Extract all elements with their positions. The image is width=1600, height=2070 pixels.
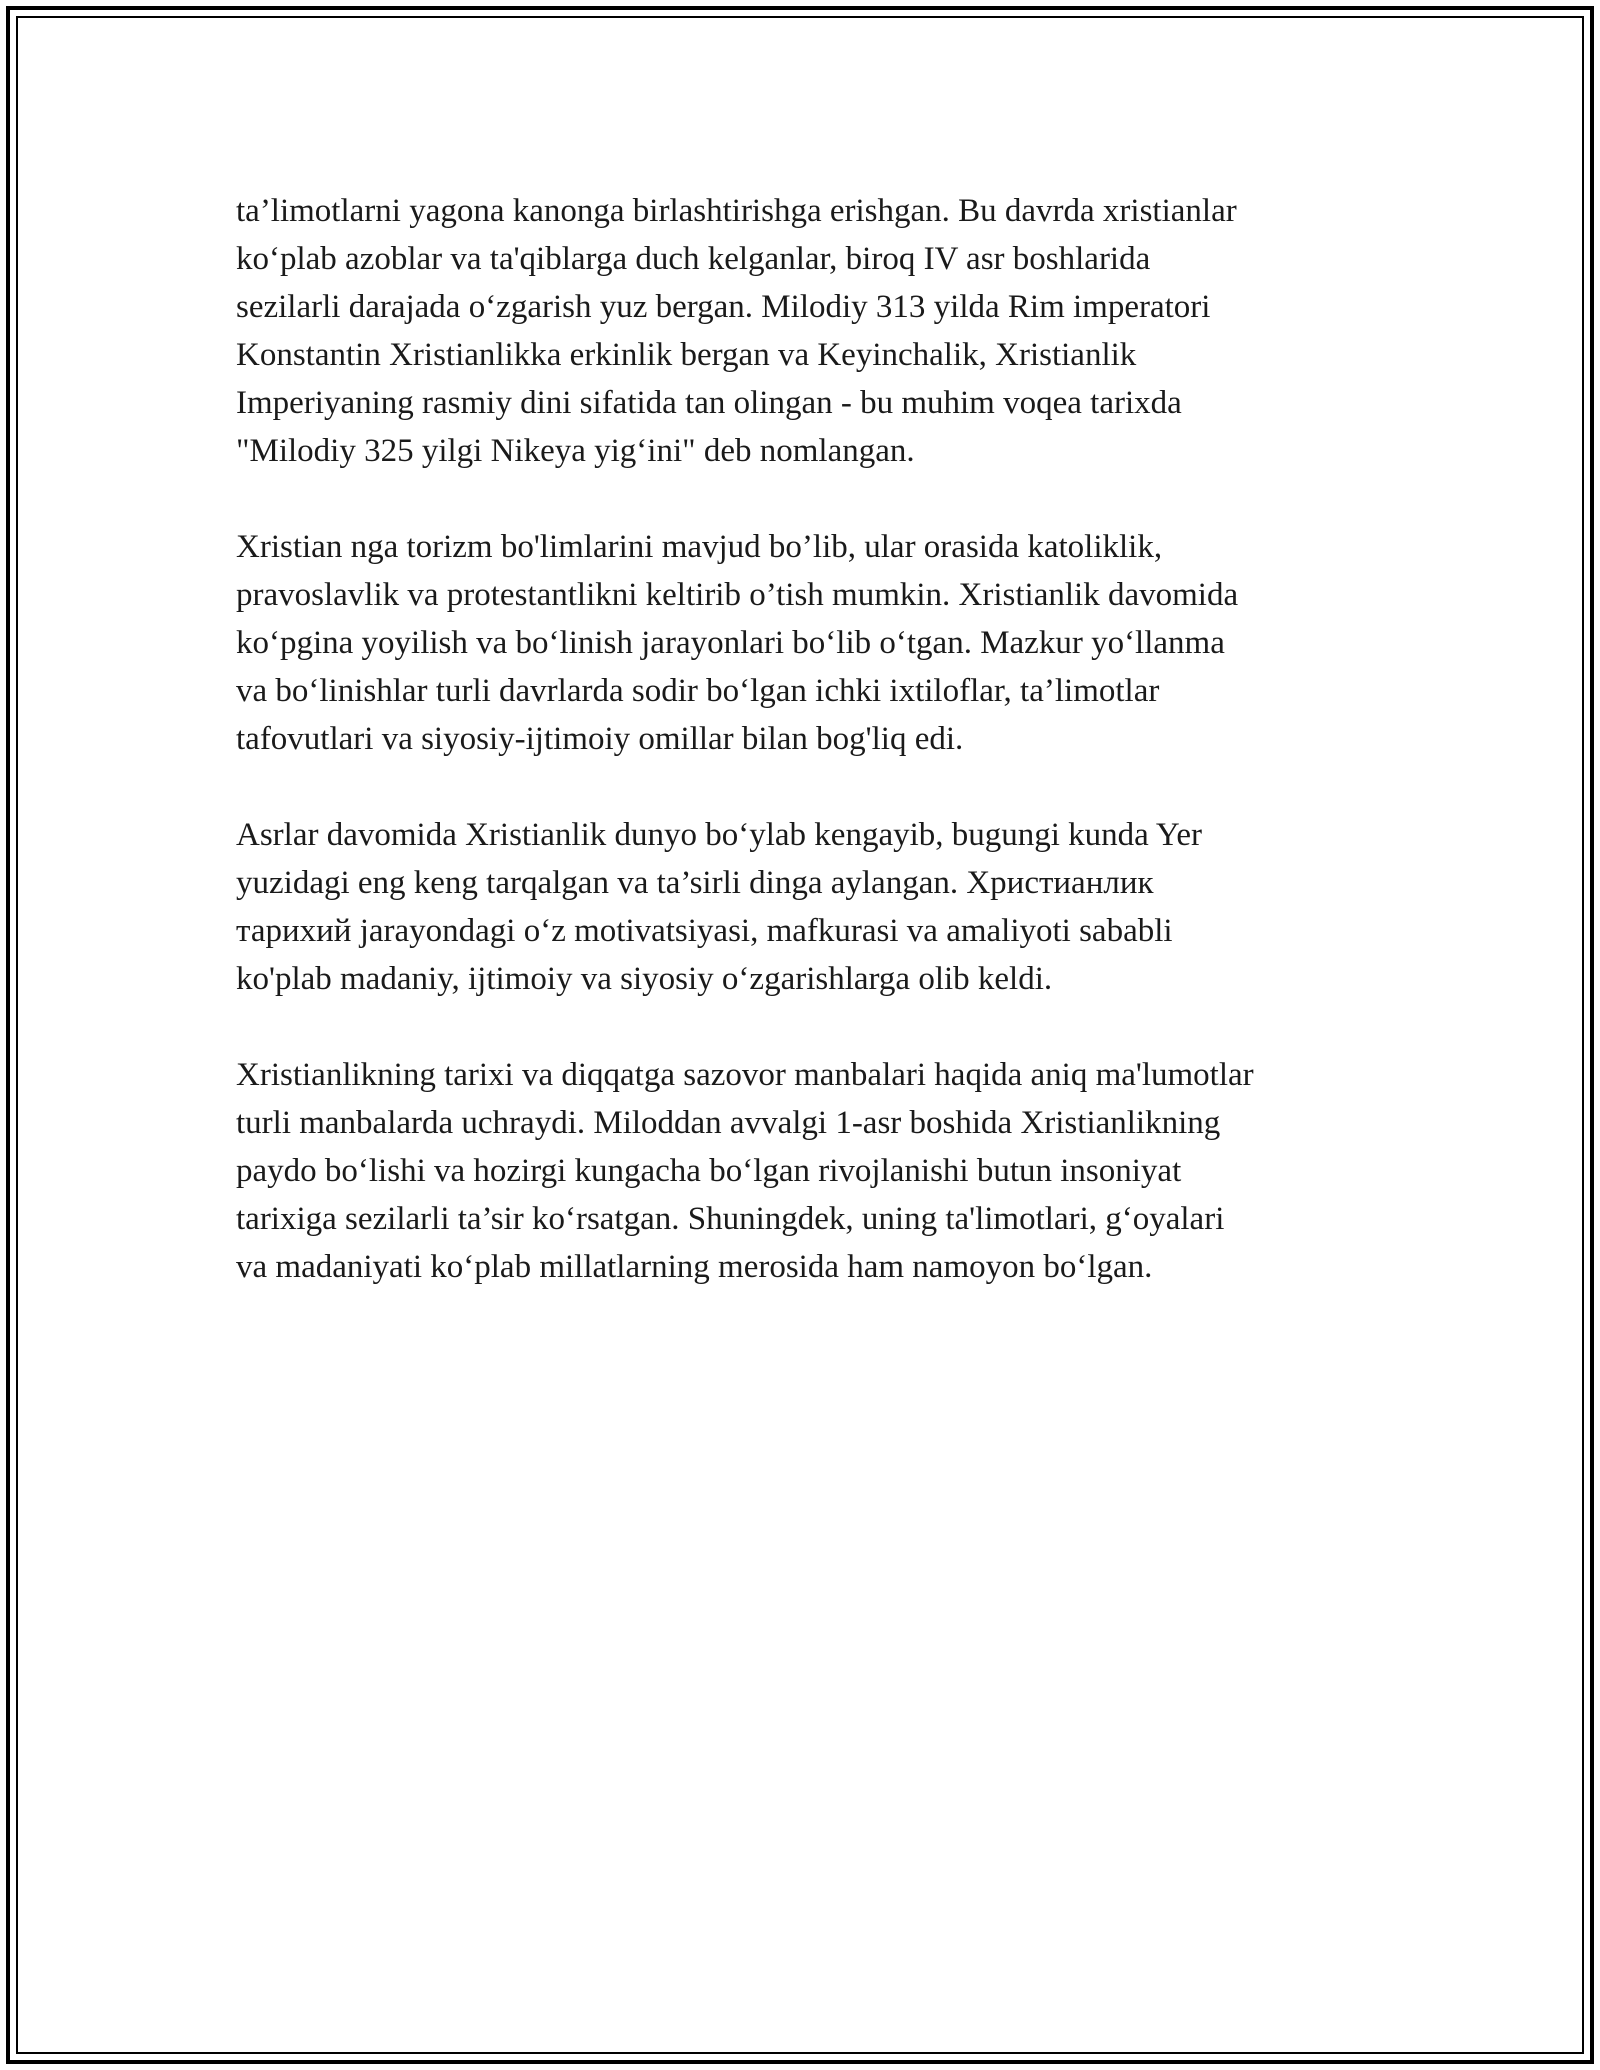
paragraph-sources-influence xyxy=(236,1051,1376,1291)
text-line: Imperiyaning rasmiy dini sifatida tan olingan - bu muhim voqea tarixda xyxy=(236,385,1182,421)
text-line: yuzidagi eng keng tarqalgan va ta’sirli dinga aylangan. Христианлик xyxy=(236,865,1154,901)
text-line: ta’limotlarni yagona kanonga birlashtirishga erishgan. Bu davrda xristianlar xyxy=(236,193,1237,229)
text-line: paydo bo‘lishi va hozirgi kungacha bo‘lgan rivojlanishi butun insoniyat xyxy=(236,1153,1182,1189)
text-line: tarixiga sezilarli ta’sir ko‘rsatgan. Shuningdek, uning ta'limotlari, g‘oyalari xyxy=(236,1201,1225,1237)
text-line: ko'plab madaniy, ijtimoiy va siyosiy o‘zgarishlarga olib keldi. xyxy=(236,961,1053,997)
document-body xyxy=(236,187,1376,1339)
text-line: pravoslavlik va protestantlikni keltirib o’tish mumkin. Xristianlik davomida xyxy=(236,577,1239,613)
text-line: тарихий jarayondagi o‘z motivatsiyasi, mafkurasi va amaliyoti sababli xyxy=(236,913,1173,949)
paragraph-history-persecution xyxy=(236,187,1376,475)
text-line: Xristianlikning tarixi va diqqatga sazovor manbalari haqida aniq ma'lumotlar xyxy=(236,1057,1254,1093)
text-line: Asrlar davomida Xristianlik dunyo bo‘ylab kengayib, bugungi kunda Yer xyxy=(236,817,1203,853)
text-line: sezilarli darajada o‘zgarish yuz bergan. Milodiy 313 yilda Rim imperatori xyxy=(236,289,1211,325)
paragraph-denominations xyxy=(236,523,1376,763)
text-line: va bo‘linishlar turli davrlarda sodir bo‘lgan ichki ixtiloflar, ta’limotlar xyxy=(236,673,1160,709)
text-line: Konstantin Xristianlikka erkinlik bergan va Keyinchalik, Xristianlik xyxy=(236,337,1137,373)
text-line: turli manbalarda uchraydi. Miloddan avvalgi 1-asr boshida Xristianlikning xyxy=(236,1105,1221,1141)
text-line: Xristian nga torizm bo'limlarini mavjud bo’lib, ular orasida katoliklik, xyxy=(236,529,1163,565)
text-line: va madaniyati ko‘plab millatlarning merosida ham namoyon bo‘lgan. xyxy=(236,1249,1153,1285)
text-line: "Milodiy 325 yilgi Nikeya yig‘ini" deb nomlangan. xyxy=(236,433,915,469)
text-line: ko‘plab azoblar va ta'qiblarga duch kelganlar, biroq IV asr boshlarida xyxy=(236,241,1151,277)
text-line: ko‘pgina yoyilish va bo‘linish jarayonlari bo‘lib o‘tgan. Mazkur yo‘llanma xyxy=(236,625,1225,661)
text-line: tafovutlari va siyosiy-ijtimoiy omillar bilan bog'liq edi. xyxy=(236,721,964,757)
paragraph-global-spread xyxy=(236,811,1376,1003)
